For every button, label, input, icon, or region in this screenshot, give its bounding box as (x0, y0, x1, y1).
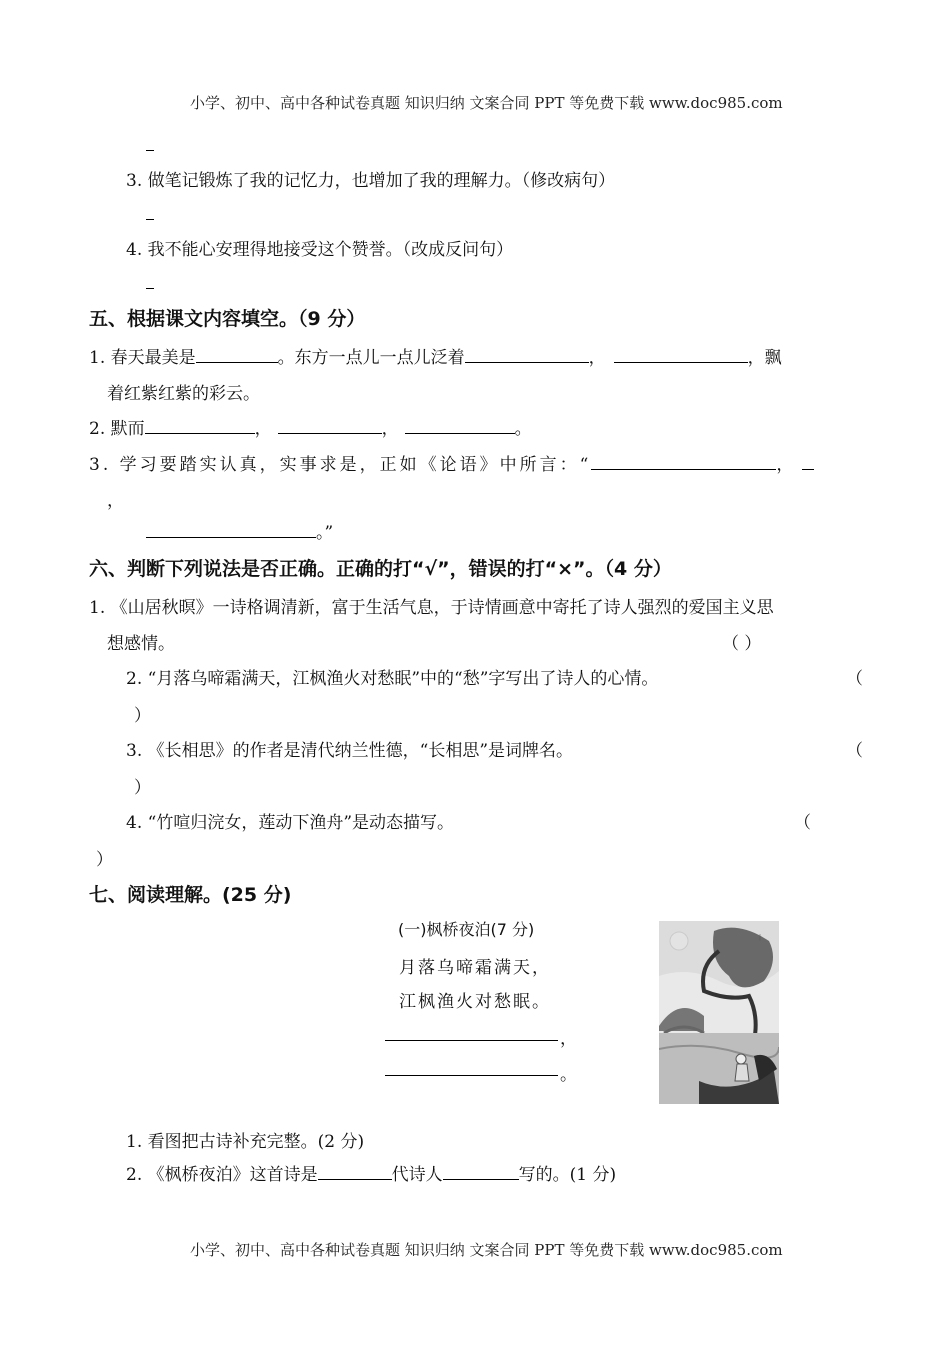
text: 代诗人 (391, 1165, 443, 1185)
page-footer: 小学、初中、高中各种试卷真题 知识归纳 文案合同 PPT 等免费下载 www.doc985.com (190, 1241, 783, 1259)
ink-painting-icon (659, 921, 779, 1104)
comma: ， (560, 1029, 577, 1049)
question-5-1 (89, 343, 782, 368)
fill-blank[interactable] (591, 451, 776, 470)
text: ， (776, 455, 797, 475)
fill-blank[interactable] (278, 415, 382, 434)
fill-blank[interactable] (196, 344, 278, 363)
fill-blank[interactable] (145, 415, 255, 434)
text: 1. 春天最美是 (89, 348, 196, 368)
fill-blank[interactable] (465, 344, 589, 363)
text: ， (381, 419, 399, 439)
text: 2. 默而 (89, 419, 145, 439)
section-7-title: 七、阅读理解。(25 分) (89, 884, 292, 906)
answer-paren-open[interactable]: （ (846, 669, 863, 689)
svg-text:|: | (759, 934, 762, 941)
answer-line (146, 150, 154, 151)
question-5-3-cont (146, 518, 333, 543)
page-header: 小学、初中、高中各种试卷真题 知识归纳 文案合同 PPT 等免费下载 www.doc985.com (190, 94, 783, 112)
poem-blank-line-3[interactable] (385, 1040, 558, 1041)
question-5-2 (89, 414, 532, 439)
answer-paren-close[interactable]: ） (134, 706, 151, 726)
section-6-title: 六、判断下列说法是否正确。正确的打“√”，错误的打“×”。（4 分） (89, 558, 672, 580)
question-6-1-cont: 想感情。 (107, 634, 175, 654)
text: 。东方一点儿一点儿泛着 (277, 348, 465, 368)
question-7-2 (126, 1160, 616, 1185)
text: 3. 学习要踏实认真，实事求是，正如《论语》中所言：“ (89, 455, 592, 475)
question-6-1: 1. 《山居秋暝》一诗格调清新，富于生活气息，于诗情画意中寄托了诗人强烈的爱国主义思 (89, 598, 774, 618)
text: ， (254, 419, 272, 439)
poem-line-1: 月落乌啼霜满天， (399, 958, 551, 978)
text: 写的。(1 分) (518, 1165, 617, 1185)
question-6-3: 3. 《长相思》的作者是清代纳兰性德，“长相思”是词牌名。 (126, 741, 574, 761)
question-5-3 (89, 450, 814, 475)
fill-blank[interactable] (802, 451, 814, 470)
question-5-3-comma: ， (107, 491, 124, 511)
answer-line (146, 219, 154, 220)
question-6-2: 2. “月落乌啼霜满天，江枫渔火对愁眠”中的“愁”字写出了诗人的心情。 (126, 669, 659, 689)
section-5-title: 五、根据课文内容填空。（9 分） (89, 308, 366, 330)
question-7-1: 1. 看图把古诗补充完整。(2 分) (126, 1132, 365, 1152)
poem-line-2: 江枫渔火对愁眠。 (399, 992, 551, 1012)
text: 。” (316, 523, 334, 543)
period: 。 (560, 1065, 577, 1085)
question-5-1-cont: 着红紫红紫的彩云。 (107, 384, 260, 404)
question-4-4: 4. 我不能心安理得地接受这个赞誉。（改成反问句） (126, 240, 514, 260)
fill-blank[interactable] (146, 519, 316, 538)
answer-paren-open[interactable]: （ (794, 813, 811, 833)
poem-title: (一)枫桥夜泊(7 分) (398, 920, 535, 939)
answer-paren[interactable]: （ ） (722, 634, 762, 654)
text: ，飘 (747, 348, 782, 368)
question-4-3: 3. 做笔记锻炼了我的记忆力，也增加了我的理解力。（修改病句） (126, 171, 616, 191)
poem-blank-line-4[interactable] (385, 1075, 558, 1076)
question-6-4: 4. “竹喧归浣女，莲动下渔舟”是动态描写。 (126, 813, 455, 833)
painting-image (659, 921, 779, 1104)
fill-blank[interactable] (614, 344, 748, 363)
fill-blank[interactable] (318, 1161, 392, 1180)
answer-line (146, 288, 154, 289)
answer-paren-close[interactable]: ） (96, 850, 113, 870)
text: 。 (514, 419, 532, 439)
fill-blank[interactable] (443, 1161, 519, 1180)
text: ， (588, 348, 606, 368)
answer-paren-open[interactable]: （ (846, 741, 863, 761)
text: 2. 《枫桥夜泊》这首诗是 (126, 1165, 318, 1185)
fill-blank[interactable] (405, 415, 515, 434)
answer-paren-close[interactable]: ） (134, 778, 151, 798)
